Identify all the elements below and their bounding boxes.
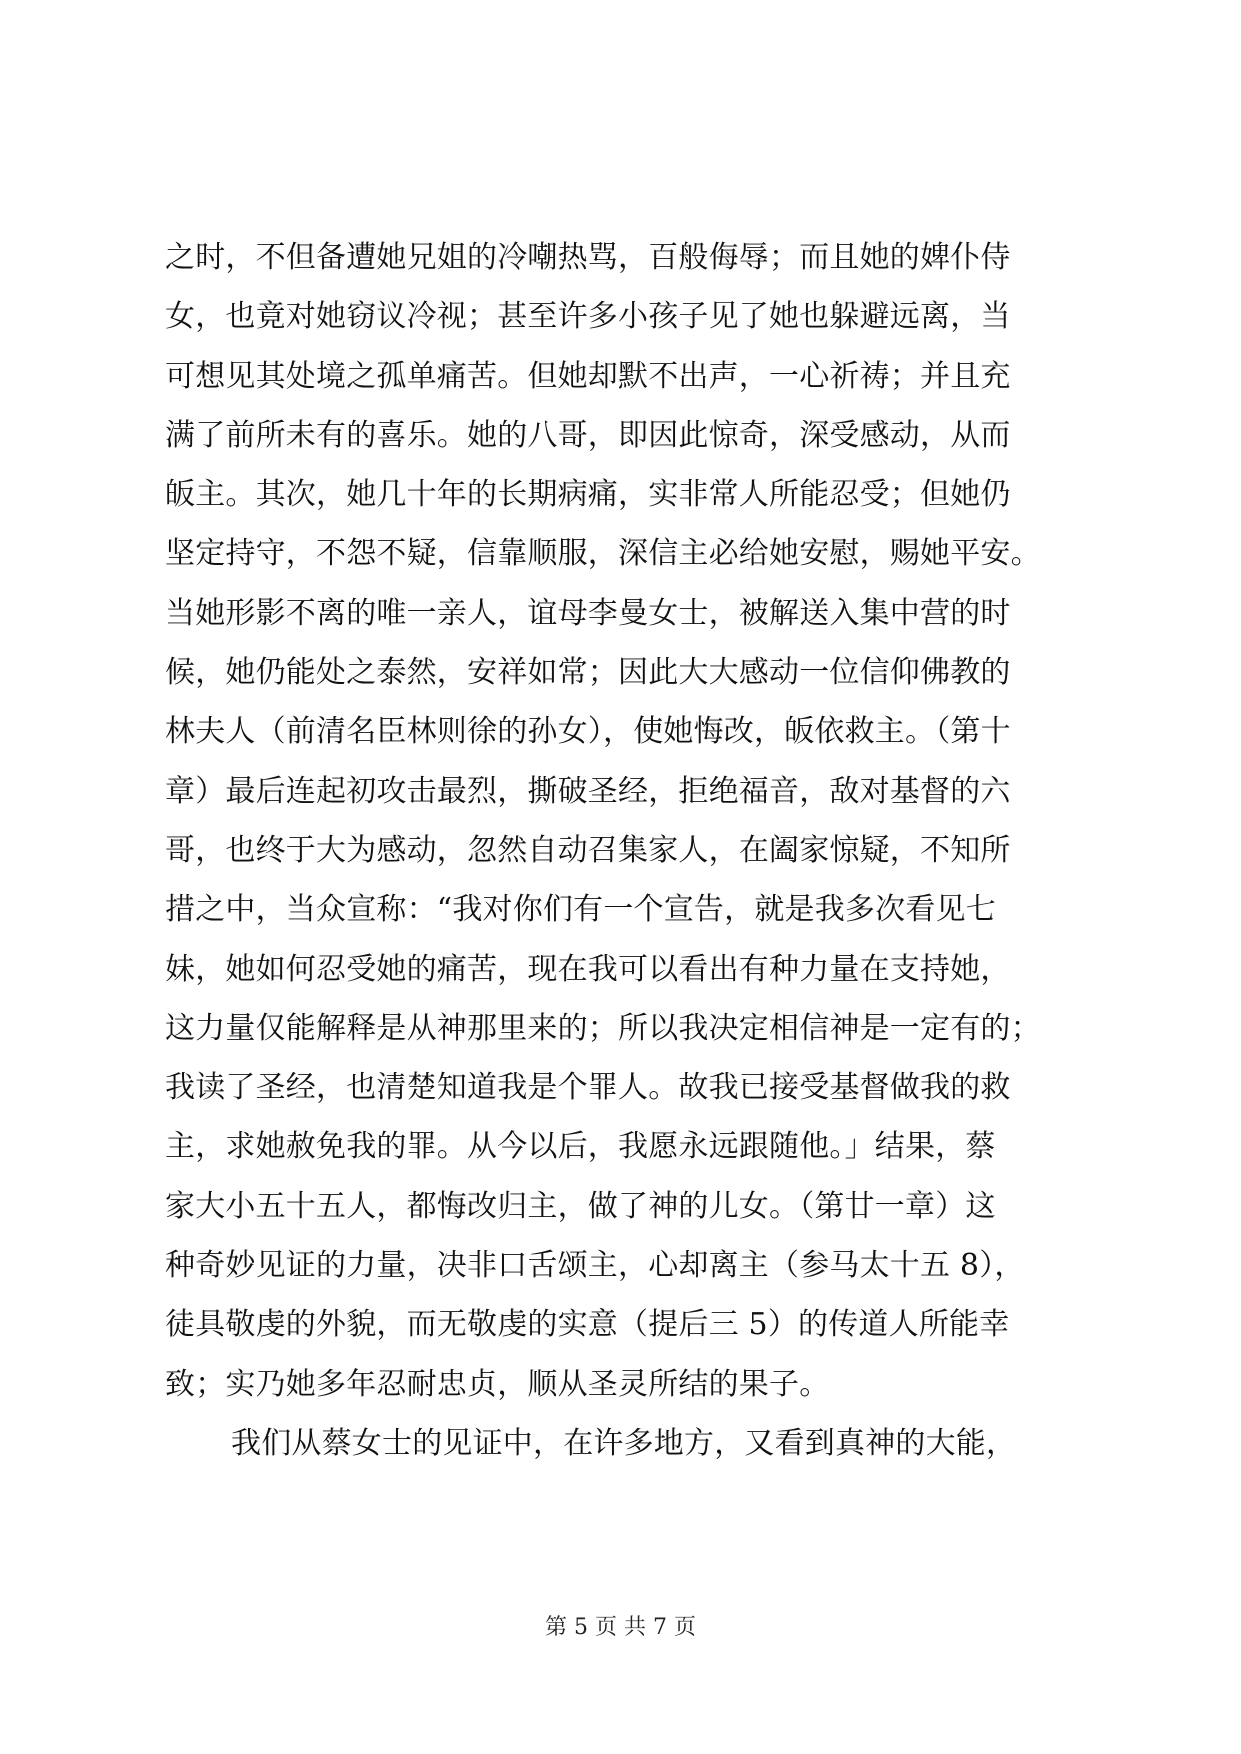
text-line: 徒具敬虔的外貌，而无敬虔的实意（提后三 5）的传道人所能幸 [165,1307,1010,1343]
text-line: 候，她仍能处之泰然，安祥如常；因此大大感动一位信仰佛教的 [165,655,1011,691]
text-line: 这力量仅能解释是从神那里来的；所以我决定相信神是一定有的； [165,1010,1041,1046]
text-line: 我读了圣经，也清楚知道我是个罪人。故我已接受基督做我的救 [165,1070,1011,1106]
text-line: 致；实乃她多年忍耐忠贞，顺从圣灵所结的果子。 [165,1366,830,1402]
text-line: 家大小五十五人，都悔改归主，做了神的儿女。（第廿一章）这 [165,1188,996,1224]
text-line: 措之中，当众宣称：“我对你们有一个宣告，就是我多次看见七 [165,892,996,928]
text-line: 坚定持守，不怨不疑，信靠顺服，深信主必给她安慰，赐她平安。 [165,536,1041,572]
text-line: 种奇妙见证的力量，决非口舌颂主，心却离主（参马太十五 8）， [165,1248,1025,1284]
text-line: 妹，她如何忍受她的痛苦，现在我可以看出有种力量在支持她， [165,951,1011,987]
text-line: 主，求她赦免我的罪。从今以后，我愿永远跟随他。」结果，蔡 [165,1129,996,1165]
text-line: 之时，不但备遭她兄姐的冷嘲热骂，百般侮辱；而且她的婢仆侍 [165,240,1011,275]
text-line: 当她形影不离的唯一亲人，谊母李曼女士，被解送入集中营的时 [165,595,1011,631]
text-line: 哥，也终于大为感动，忽然自动召集家人，在阖家惊疑，不知所 [165,832,1011,868]
text-line: 章）最后连起初攻击最烈，撕破圣经，拒绝福音，敌对基督的六 [165,773,1011,809]
page-footer: 第 5 页 共 7 页 [545,1615,696,1640]
paragraph-start-line: 我们从蔡女士的见证中，在许多地方，又看到真神的大能， [231,1425,1017,1461]
text-line: 满了前所未有的喜乐。她的八哥，即因此惊奇，深受感动，从而 [165,417,1011,453]
text-line: 女，也竟对她窃议冷视；甚至许多小孩子见了她也躲避远离，当 [165,299,1011,335]
body-text [165,228,1080,1473]
text-line: 林夫人（前清名臣林则徐的孙女），使她悔改，皈依救主。（第十 [165,714,1011,750]
text-line: 皈主。其次，她几十年的长期病痛，实非常人所能忍受；但她仍 [165,477,1011,513]
text-line: 可想见其处境之孤单痛苦。但她却默不出声，一心祈祷；并且充 [165,358,1011,394]
